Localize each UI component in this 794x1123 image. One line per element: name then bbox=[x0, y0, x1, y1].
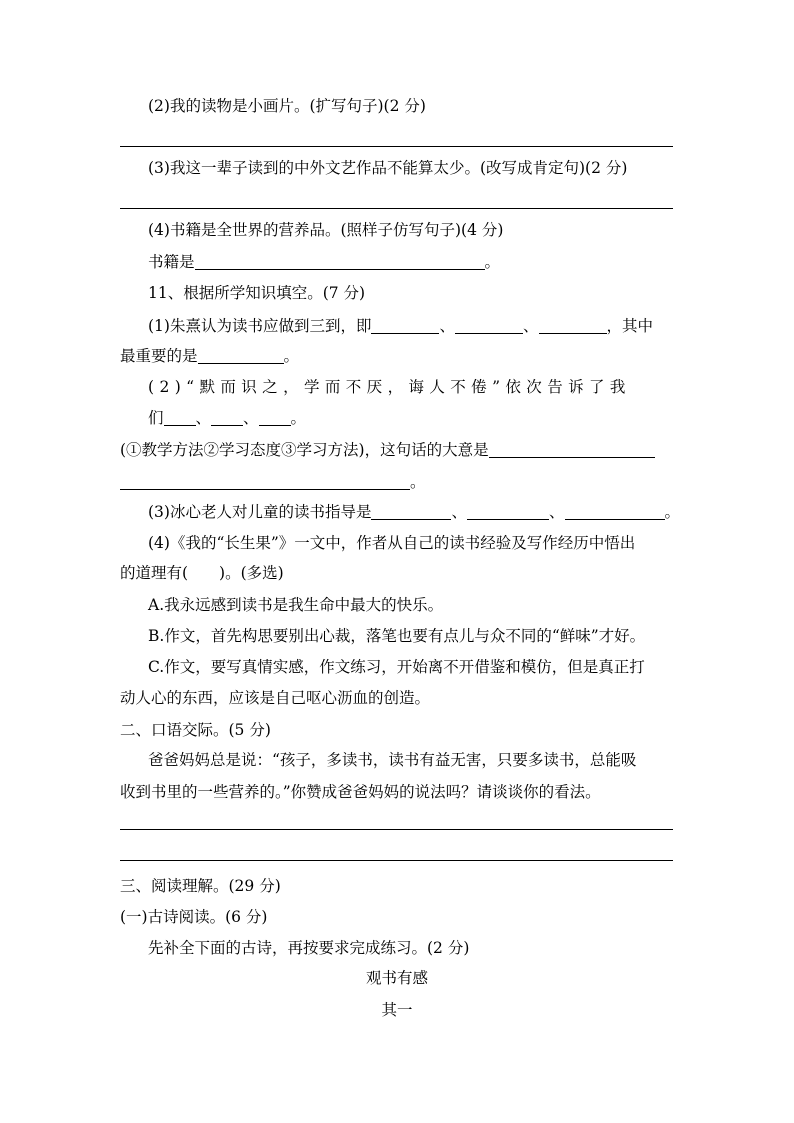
answer-line-q10-2[interactable] bbox=[120, 146, 673, 147]
answer-blank-q11-1b[interactable] bbox=[455, 317, 523, 334]
answer-blank-q11-1c[interactable] bbox=[539, 317, 607, 334]
answer-blank-q11-1a[interactable] bbox=[371, 317, 439, 334]
option-b: B.作文，首先构思要别出心裁，落笔也要有点儿与众不同的“鲜味”才好。 bbox=[148, 627, 646, 645]
poem-title: 观书有感 bbox=[365, 969, 428, 987]
q10-item-4-answer: 书籍是 。 bbox=[148, 253, 501, 271]
poem-subtitle: 其一 bbox=[381, 1001, 413, 1019]
q10-item-4: (4)书籍是全世界的营养品。(照样子仿写句子)(4 分) bbox=[148, 221, 504, 239]
answer-line-oral-2[interactable] bbox=[120, 860, 673, 861]
poem-instruction: 先补全下面的古诗，再按要求完成练习。(2 分) bbox=[148, 939, 470, 957]
answer-blank-q11-2d[interactable] bbox=[489, 441, 655, 458]
q11-part-2-line-2: 们 、 、 。 bbox=[148, 409, 307, 427]
answer-blank-q11-3c[interactable] bbox=[565, 503, 665, 520]
answer-blank-q11-3b[interactable] bbox=[467, 503, 549, 520]
q11-part-3: (3)冰心老人对儿童的读书指导是 、 、 。 bbox=[148, 503, 681, 521]
answer-blank-q11-1d[interactable] bbox=[198, 347, 284, 364]
option-c: C.作文，要写真情实感，作文练习，开始离不开借鉴和模仿，但是真正打 bbox=[148, 658, 645, 676]
q11-part-4-line-2: 的道理有( )。(多选) bbox=[120, 564, 284, 582]
section-2-heading: 二、口语交际。(5 分) bbox=[120, 721, 271, 739]
answer-blank-q11-2b[interactable] bbox=[211, 409, 243, 426]
answer-line-q10-3[interactable] bbox=[120, 208, 673, 209]
poem-section-heading: (一)古诗阅读。(6 分) bbox=[120, 908, 268, 926]
section-3-heading: 三、阅读理解。(29 分) bbox=[120, 877, 281, 895]
option-c-line-2: 动人心的东西，应该是自己呕心沥血的创造。 bbox=[120, 689, 431, 707]
q11-part-2: (2)“默而识之，学而不厌，诲人不倦”依次告诉了我 bbox=[148, 378, 631, 396]
answer-line-oral-1[interactable] bbox=[120, 829, 673, 830]
answer-blank-q11-2c[interactable] bbox=[259, 409, 291, 426]
q10-item-3: (3)我这一辈子读到的中外文艺作品不能算太少。(改写成肯定句)(2 分) bbox=[148, 159, 628, 177]
oral-prompt: 爸爸妈妈总是说：“孩子，多读书，读书有益无害，只要多读书，总能吸 bbox=[148, 751, 637, 769]
q11-part-2-line-4: 。 bbox=[120, 472, 426, 492]
q11-part-2-line-3: (①教学方法②学习态度③学习方法)，这句话的大意是 bbox=[120, 440, 655, 460]
answer-blank-q11-3a[interactable] bbox=[371, 503, 451, 520]
q11-heading: 11、根据所学知识填空。(7 分) bbox=[148, 284, 366, 302]
q10-item-2: (2)我的读物是小画片。(扩写句子)(2 分) bbox=[148, 97, 426, 115]
q11-part-4: (4)《我的“长生果”》一文中，作者从自己的读书经验及写作经历中悟出 bbox=[148, 534, 636, 552]
answer-blank-q10-4[interactable] bbox=[195, 253, 485, 270]
answer-blank-q11-2a[interactable] bbox=[164, 409, 196, 426]
answer-blank-q11-2e[interactable] bbox=[120, 473, 410, 490]
q11-part-1-line-2: 最重要的是 。 bbox=[120, 347, 300, 365]
oral-prompt-line-2: 收到书里的一些营养的。”你赞成爸爸妈妈的说法吗？请谈谈你的看法。 bbox=[120, 783, 601, 801]
q11-part-1: (1)朱熹认为读书应做到三到，即 、 、 ，其中 bbox=[148, 317, 654, 335]
option-a: A.我永远感到读书是我生命中最大的快乐。 bbox=[148, 596, 444, 614]
